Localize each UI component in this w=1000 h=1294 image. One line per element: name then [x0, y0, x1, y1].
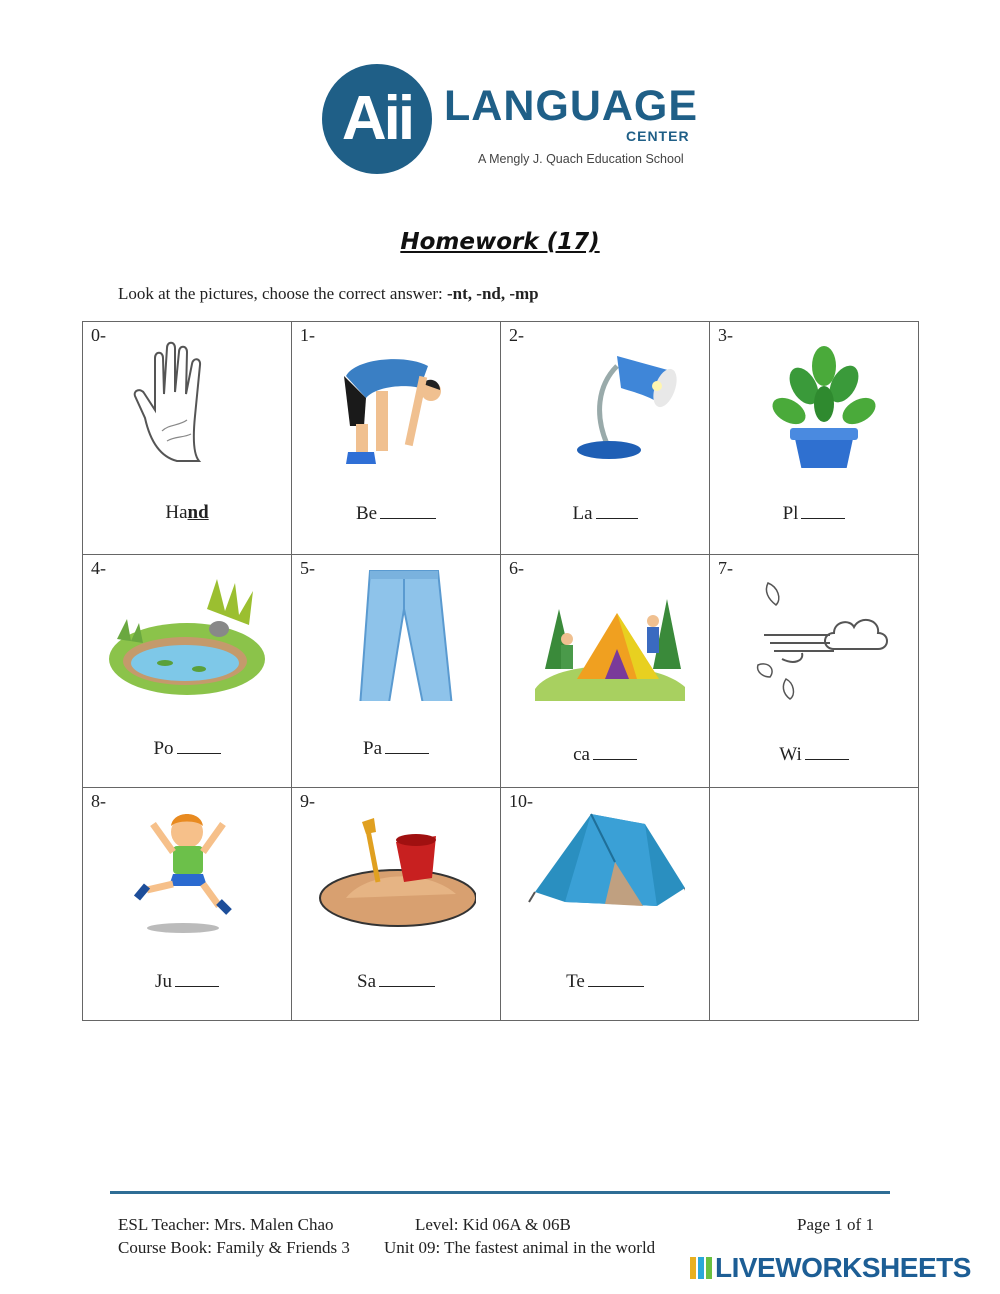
answer-blank[interactable] [805, 743, 849, 760]
logo-mark: Aii [322, 64, 432, 174]
answer-blank[interactable] [385, 737, 429, 754]
word-answer [292, 737, 500, 760]
word-answer [83, 502, 291, 524]
page-title: Homework (17) [400, 229, 600, 255]
word-answer [710, 502, 918, 525]
liveworksheets-logo-icon [690, 1257, 712, 1279]
exercise-cell [501, 555, 710, 788]
liveworksheets-watermark [690, 1252, 971, 1284]
footer-page: Page 1 of 1 [797, 1215, 874, 1234]
answer-blank[interactable] [175, 970, 219, 987]
word-prefix: Ju [155, 971, 172, 992]
answer-sample: nd [187, 502, 209, 523]
watermark-text: LIVEWORKSHEETS [715, 1252, 971, 1283]
answer-blank[interactable] [177, 737, 221, 754]
footer-level: Level: Kid 06A & 06B [415, 1215, 571, 1234]
word-answer [501, 743, 709, 766]
logo-word: LANGUAGE [444, 82, 699, 130]
bending-person-icon [316, 336, 476, 468]
word-prefix: Be [355, 503, 378, 524]
instructions-text: Look at the pictures, choose the correct answer: [118, 284, 443, 303]
tent-icon [525, 802, 685, 934]
item-number: 4- [91, 558, 106, 578]
wind-cloud-icon [734, 569, 894, 701]
item-number: 7- [718, 558, 733, 578]
pond-icon [107, 569, 267, 701]
exercise-grid [82, 321, 919, 1021]
jumping-boy-icon [107, 802, 267, 934]
word-prefix: Pa [363, 738, 382, 759]
word-answer [710, 743, 918, 766]
item-number: 3- [718, 325, 733, 345]
footer-teacher: ESL Teacher: Mrs. Malen Chao [118, 1215, 334, 1234]
sand-bucket-icon [316, 802, 476, 934]
answer-blank[interactable] [596, 502, 638, 519]
exercise-cell [710, 322, 919, 555]
word-prefix: Te [566, 971, 585, 992]
answer-blank[interactable] [593, 743, 637, 760]
desk-lamp-icon [525, 336, 685, 468]
school-logo [320, 60, 710, 180]
camping-scene-icon [525, 569, 685, 701]
answer-blank[interactable] [379, 970, 435, 987]
exercise-cell [83, 322, 292, 555]
word-answer [83, 737, 291, 760]
footer-divider [110, 1191, 890, 1194]
footer-unit: Unit 09: The fastest animal in the world [384, 1238, 656, 1257]
item-number: 6- [509, 558, 524, 578]
item-number: 2- [509, 325, 524, 345]
logo-sub: CENTER [626, 128, 690, 144]
exercise-cell [292, 555, 501, 788]
item-number: 5- [300, 558, 315, 578]
word-prefix: Pl [782, 503, 799, 524]
exercise-cell [710, 555, 919, 788]
word-answer [292, 502, 500, 525]
word-answer [501, 502, 709, 525]
exercise-cell [292, 788, 501, 1021]
answer-blank[interactable] [588, 970, 644, 987]
word-answer [83, 970, 291, 993]
hand-icon [107, 336, 267, 468]
footer-course: Course Book: Family & Friends 3 [118, 1238, 350, 1257]
word-prefix: Sa [357, 971, 376, 992]
word-prefix: Po [153, 738, 174, 759]
word-prefix: La [572, 503, 593, 524]
item-number: 10- [509, 791, 533, 811]
word-prefix: Wi [779, 744, 802, 765]
word-prefix: ca [573, 744, 590, 765]
answer-blank[interactable] [380, 502, 436, 519]
answer-options: -nt, -nd, -mp [447, 284, 539, 303]
exercise-cell [501, 788, 710, 1021]
word-prefix: Ha [165, 502, 188, 523]
empty-cell [710, 788, 919, 1021]
logo-tagline: A Mengly J. Quach Education School [478, 152, 684, 166]
jeans-icon [316, 569, 476, 701]
exercise-cell [292, 322, 501, 555]
word-answer [501, 970, 709, 993]
item-number: 0- [91, 325, 106, 345]
exercise-cell [83, 788, 292, 1021]
answer-blank[interactable] [801, 502, 845, 519]
exercise-cell [83, 555, 292, 788]
potted-plant-icon [734, 336, 894, 468]
instructions [118, 284, 539, 304]
item-number: 8- [91, 791, 106, 811]
word-answer [292, 970, 500, 993]
exercise-cell [501, 322, 710, 555]
item-number: 9- [300, 791, 315, 811]
item-number: 1- [300, 325, 315, 345]
